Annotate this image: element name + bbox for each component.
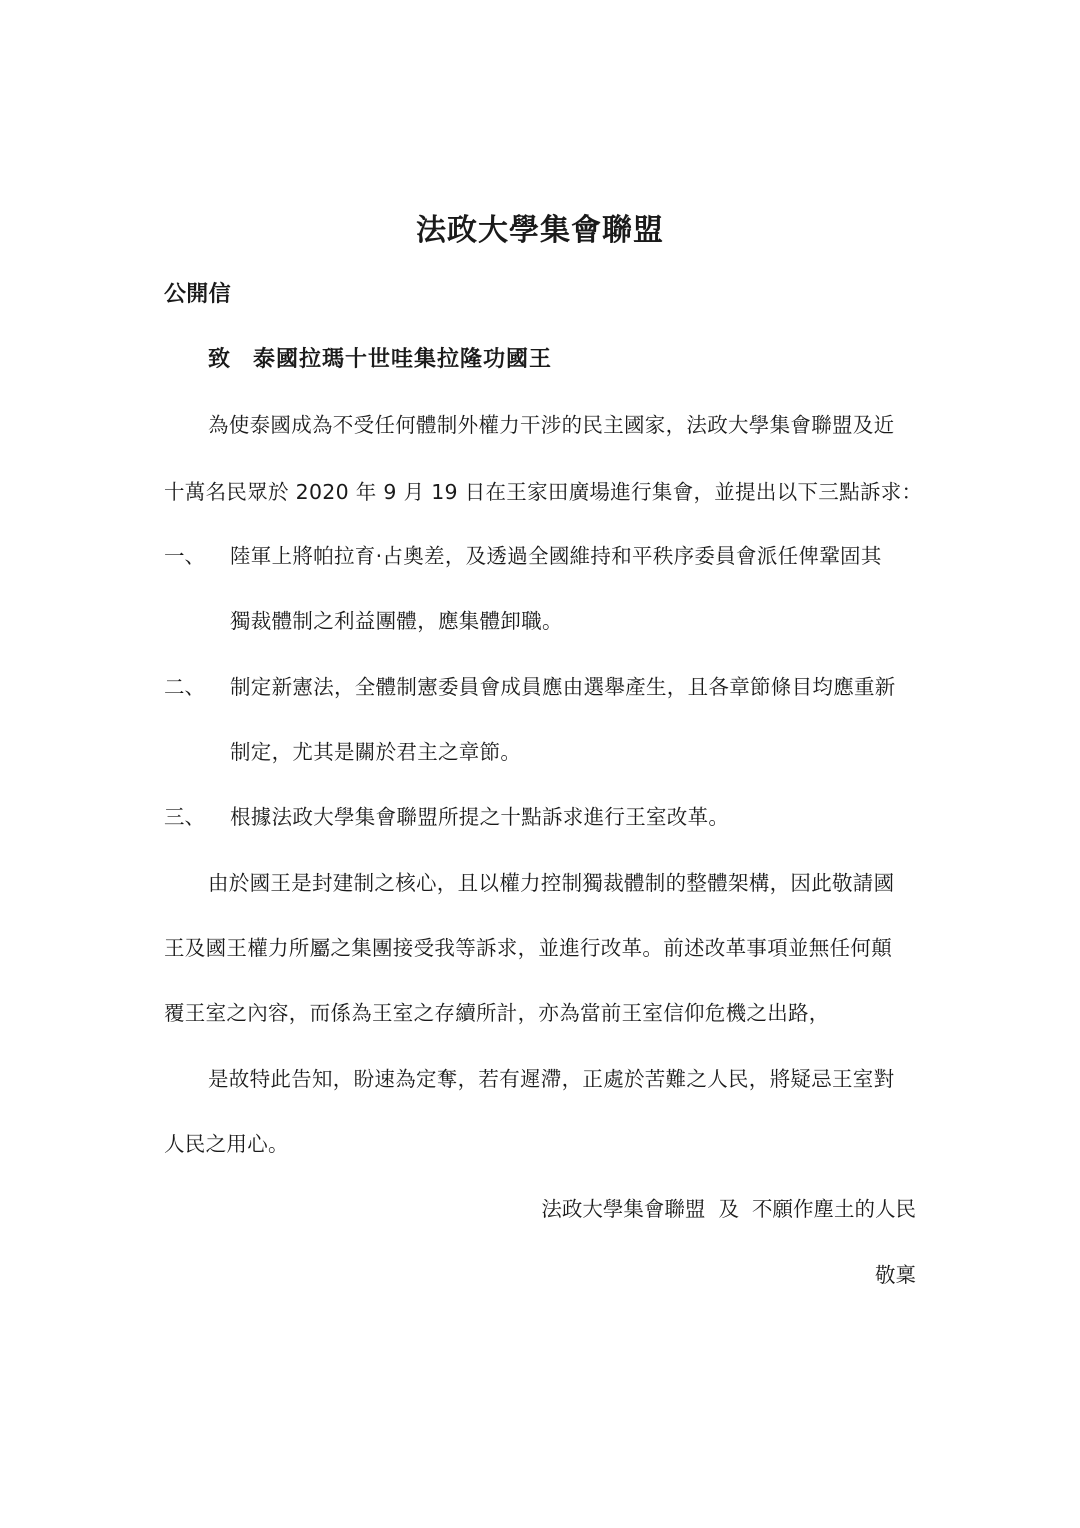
demand-2-number: 二、 <box>164 675 205 699</box>
demand-2-line-1: 制定新憲法，全體制憲委員會成員應由選舉產生，且各章節條目均應重新 <box>230 675 896 699</box>
demand-2-line-2: 制定，尤其是關於君主之章節。 <box>230 740 522 764</box>
demand-1-number: 一、 <box>164 544 205 568</box>
closing-line-1: 是故特此告知，盼速為定奪，若有遲滯，正處於苦難之人民，將疑忌王室對 <box>208 1067 895 1091</box>
demand-3-line-1: 根據法政大學集會聯盟所提之十點訴求進行王室改革。 <box>230 805 730 829</box>
addressee-name: 泰國拉瑪十世哇集拉隆功國王 <box>253 347 553 372</box>
demand-1-line-2: 獨裁體制之利益團體，應集體卸職。 <box>230 609 563 633</box>
reason-line-2: 王及國王權力所屬之集團接受我等訴求，並進行改革。前述改革事項並無任何顛 <box>164 936 892 960</box>
addressee-line <box>208 345 552 375</box>
demand-3-number: 三、 <box>164 805 205 829</box>
demand-1-line-1: 陸軍上將帕拉育·占奧差，及透過全國維持和平秩序委員會派任俾鞏固其 <box>230 544 882 568</box>
intro-line-1: 為使泰國成為不受任何體制外權力干涉的民主國家，法政大學集會聯盟及近 <box>208 413 895 437</box>
letter-heading: 公開信 <box>164 282 231 307</box>
addressee-prefix: 致 <box>208 347 232 372</box>
closing-line-2: 人民之用心。 <box>164 1132 289 1156</box>
salutation: 敬稟 <box>875 1263 916 1287</box>
signers: 法政大學集會聯盟 及 不願作塵土的人民 <box>541 1197 916 1221</box>
document-title: 法政大學集會聯盟 <box>416 213 664 248</box>
reason-line-1: 由於國王是封建制之核心，且以權力控制獨裁體制的整體架構，因此敬請國 <box>208 871 895 895</box>
reason-line-3: 覆王室之內容，而係為王室之存續所計，亦為當前王室信仰危機之出路， <box>164 1001 830 1025</box>
intro-line-2: 十萬名民眾於 2020 年 9 月 19 日在王家田廣場進行集會，並提出以下三點訴求： <box>164 480 923 504</box>
